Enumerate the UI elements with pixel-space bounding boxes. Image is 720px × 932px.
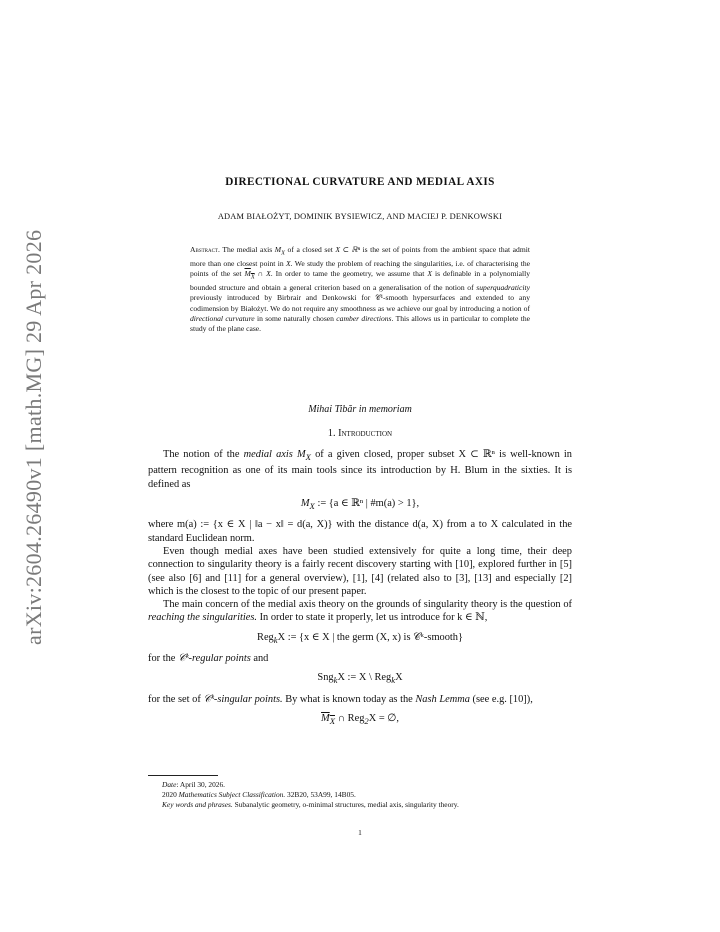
paragraph: Even though medial axes have been studied extensively for quite a long time, their deep connection to singularity theory is a fairly recent discovery starting with [10], explored further in [5] (see also [6] and [11] for a general overview), [1], [4] (related also to [3], [13] and especially [2] which is the closest to the topic of our present paper. bbox=[148, 545, 572, 597]
footnote-msc: 2020 Mathematics Subject Classification. 32B20, 53A99, 14B05. bbox=[162, 790, 356, 799]
equation: $M_X$ := {a ∈ ℝⁿ | #m(a) > 1}, bbox=[300, 497, 420, 512]
equation: $M_X$ ∩ Reg$_2$X = ∅, bbox=[321, 713, 399, 727]
abstract-label: Abstract. bbox=[190, 245, 220, 254]
paragraph: The main concern of the medial axis theory on the grounds of singularity theory is the question of reaching the singularities. In order to state it properly, let us introduce for k ∈ ℕ, bbox=[148, 599, 572, 624]
dedication: Mihai Tibăr in memoriam bbox=[308, 404, 412, 415]
section-heading: 1. Introduction bbox=[327, 428, 393, 439]
equation: Sng$_k$X := X \ Reg$_k$X bbox=[317, 672, 403, 686]
equation: Reg$_k$X := {x ∈ X | the germ (X, x) is 𝒞ᵏ-smooth} bbox=[257, 631, 463, 645]
footnote-keywords: Key words and phrases. Subanalytic geometry, o-minimal structures, medial axis, singularity theory. bbox=[162, 800, 459, 809]
paper-title: DIRECTIONAL CURVATURE AND MEDIAL AXIS bbox=[225, 176, 495, 188]
paragraph: where m(a) := {x ∈ X | ‖a − x‖ = d(a, X)} with the distance d(a, X) from a to X calculated in the standard Euclidean norm. bbox=[148, 519, 572, 544]
footnotes bbox=[148, 780, 572, 810]
page-number: 1 bbox=[358, 828, 362, 837]
paper-authors: ADAM BIAŁOŻYT, DOMINIK BYSIEWICZ, AND MACIEJ P. DENKOWSKI bbox=[217, 212, 503, 221]
paragraph: for the set of 𝒞ᵏ-singular points. By what is known today as the Nash Lemma (see e.g. [10]), bbox=[148, 693, 533, 705]
abstract: Abstract. The medial axis $M_X$ of a closed set X ⊂ ℝⁿ is the set of points from the ambient space that admit more than one closest point in X. We study the problem of reaching the singularities, i.e. of characterising the points of the set $M_X$ ∩ X. In order to tame the geometry, we assume that X is definable in a polynomially bounded structure and obtain a general criterion based on a generalisation of the notion of superquadraticity previously introduced by Birbrair and Denkowski for 𝒞¹-smooth hypersurfaces and extended to any codimension by Białożyt. We do not require any smoothness as we achieve our goal by introducing a notion of directional curvature in some naturally chosen camber directions. This allows us in particular to complete the study of the plane case. bbox=[190, 245, 530, 334]
footnote-rule bbox=[148, 775, 218, 776]
body-text bbox=[148, 448, 572, 733]
arxiv-identifier: arXiv:2604.26490v1 [math.MG] 29 Apr 2026 bbox=[21, 229, 46, 645]
paragraph: The notion of the medial axis $M_X$ of a given closed, proper subset X ⊂ ℝⁿ is well-known in pattern recognition as one of its main tools since its introduction by H. Blum in the sixties. It is defined as bbox=[148, 449, 572, 490]
footnote-date: Date: April 30, 2026. bbox=[162, 780, 226, 789]
paragraph: for the 𝒞ᵏ-regular points and bbox=[148, 653, 269, 665]
